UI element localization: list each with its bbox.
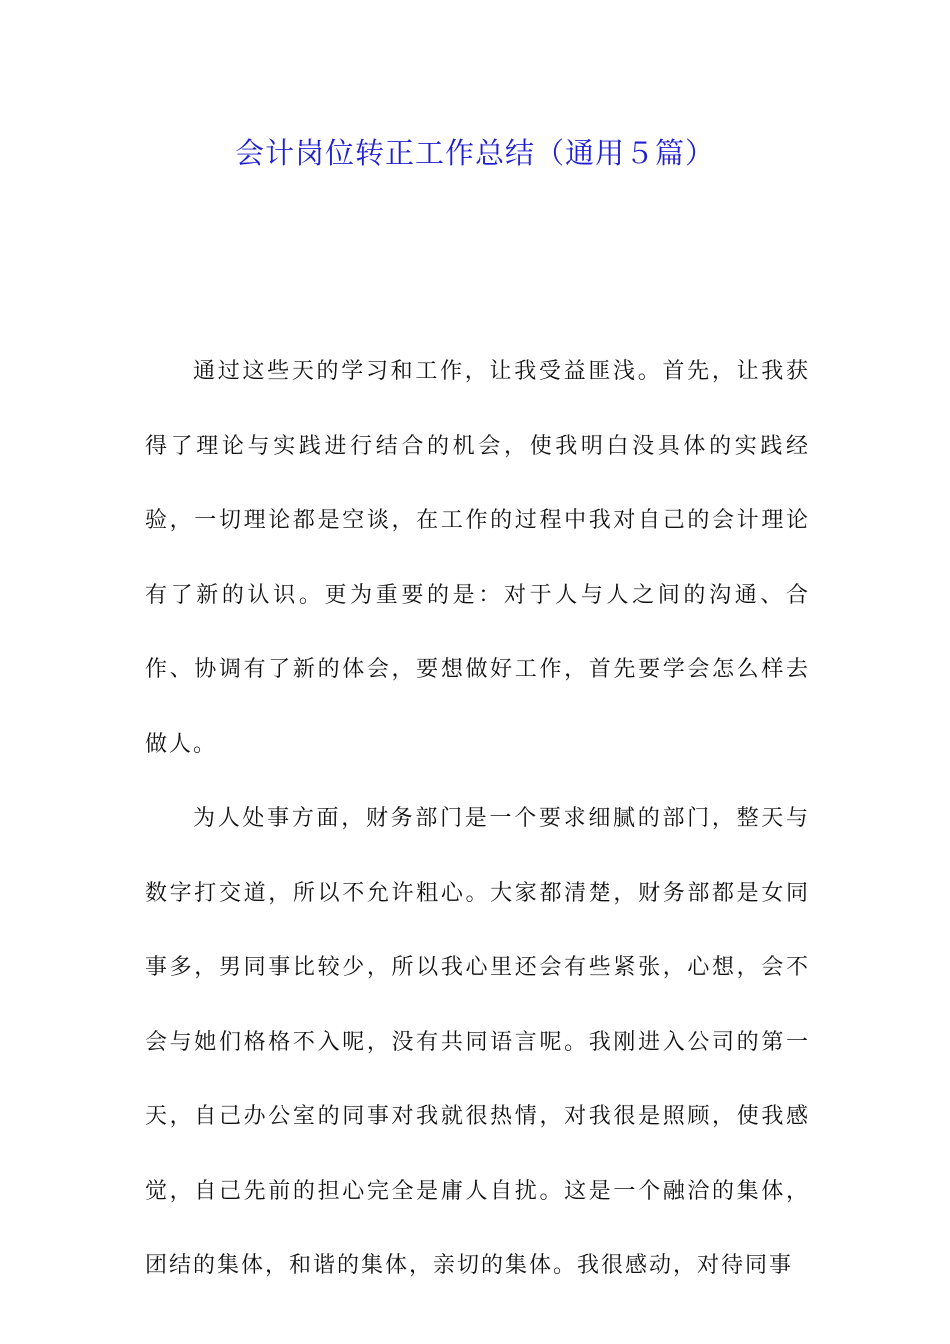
- paragraph-1: 通过这些天的学习和工作，让我受益匪浅。首先，让我获得了理论与实践进行结合的机会，使我明白没具体的实践经验，一切理论都是空谈，在工作的过程中我对自己的会计理论有了新的认识。更为重要的是：对于人与人之间的沟通、合作、协调有了新的体会，要想做好工作，首先要学会怎么样去做人。: [145, 359, 810, 757]
- document-title: 会计岗位转正工作总结（通用５篇）: [234, 136, 715, 170]
- paragraph-2: 为人处事方面，财务部门是一个要求细腻的部门，整天与数字打交道，所以不允许粗心。大家都清楚，财务部都是女同事多，男同事比较少，所以我心里还会有些紧张，心想，会不会与她们格格不入呢，没有共同语言呢。我刚进入公司的第一天，自己办公室的同事对我就很热情，对我很是照顾，使我感觉，自己先前的担心完全是庸人自扰。这是一个融洽的集体，团结的集体，和谐的集体，亲切的集体。我很感动，对待同事: [145, 806, 810, 1278]
- document-body: [145, 335, 810, 1304]
